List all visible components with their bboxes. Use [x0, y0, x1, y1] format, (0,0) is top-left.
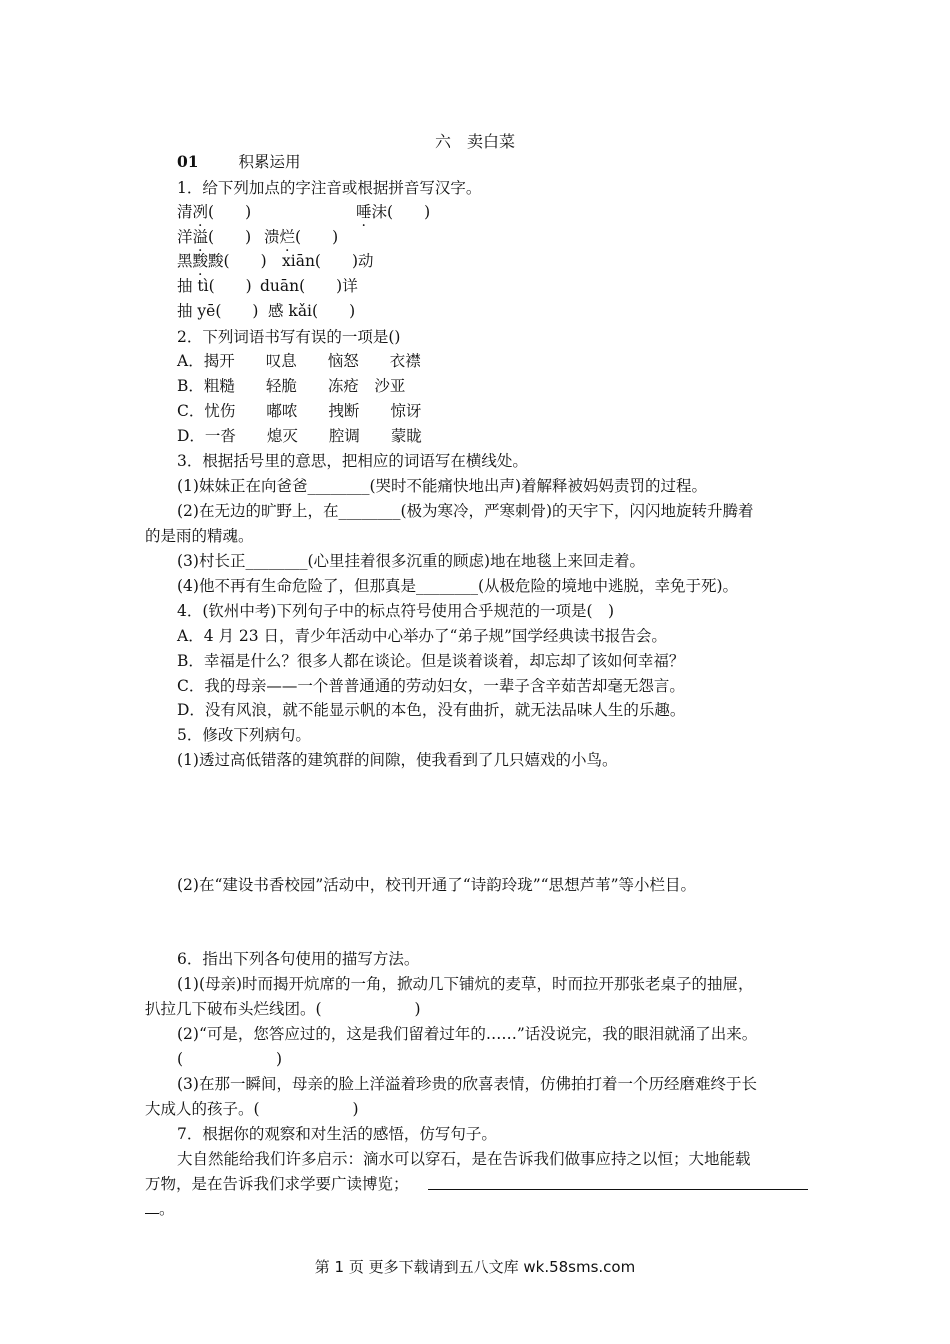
q2-option-b: B．粗糙 轻脆 冻疮 沙亚	[177, 377, 406, 395]
q3-sentence: (1)妹妹正在向爸爸________(哭时不能痛快地出声)着解释被妈妈责罚的过程。	[177, 477, 708, 495]
dotted-char: 黢	[192, 252, 209, 270]
q3-sentence: (4)他不再有生命危险了，但那真是________(从极危险的境地中逃脱，幸免于死)。	[177, 577, 739, 595]
q3-sentence-cont: 的是雨的精魂。	[145, 527, 254, 545]
q5-stem: 5．修改下列病句。	[177, 726, 311, 744]
q1-item: 溃烂( )	[264, 228, 339, 246]
q7-sentence: 大自然能给我们许多启示：滴水可以穿石，是在告诉我们做事应持之以恒；大地能载	[177, 1150, 751, 1168]
dotted-char: 冽	[192, 203, 209, 221]
dotted-char: 溢	[192, 228, 209, 246]
q6-sentence-cont: ( )	[177, 1050, 283, 1068]
q4-option-d: D．没有风浪，就不能显示帆的本色，没有曲折，就无法品味人生的乐趣。	[177, 701, 686, 719]
q6-sentence-cont: 大成人的孩子。( )	[145, 1100, 359, 1118]
q1-item: 清冽( )	[177, 203, 252, 221]
page-title: 六 卖白菜	[434, 132, 515, 151]
dotted-char: 烂	[279, 228, 296, 246]
q4-option-b: B．幸福是什么？很多人都在谈论。但是谈着谈着，却忘却了该如何幸福？	[177, 652, 685, 670]
answer-line[interactable]	[145, 1213, 159, 1214]
q3-stem: 3．根据括号里的意思，把相应的词语写在横线处。	[177, 452, 528, 470]
q7-stem: 7．根据你的观察和对生活的感悟，仿写句子。	[177, 1125, 497, 1143]
q2-option-a: A．揭开 叹息 恼怒 衣襟	[177, 352, 421, 370]
section-label: 积累运用	[238, 153, 301, 171]
q1-stem: 1．给下列加点的字注音或根据拼音写汉字。	[177, 179, 482, 197]
q6-sentence: (2)“可是，您答应过的，这是我们留着过年的……”话没说完，我的眼泪就涌了出来。	[177, 1025, 758, 1043]
q4-stem: 4．(钦州中考)下列句子中的标点符号使用合乎规范的一项是( )	[177, 602, 615, 620]
q3-sentence: (3)村长正________(心里挂着很多沉重的顾虑)地在地毯上来回走着。	[177, 552, 646, 570]
q1-item: 抽 yē( )	[177, 302, 259, 320]
q7-end-punct: 。	[159, 1200, 175, 1218]
page-footer: 第 1 页 更多下载请到五八文库 wk.58sms.com	[314, 1258, 636, 1276]
dotted-char: 唾	[356, 203, 372, 221]
q6-sentence: (3)在那一瞬间，母亲的脸上洋溢着珍贵的欣喜表情，仿佛拍打着一个历经磨难终于长	[177, 1075, 757, 1093]
q1-item: 抽 tì( )	[177, 277, 252, 295]
q1-item: 唾沫( )	[356, 203, 431, 221]
q6-stem: 6．指出下列各句使用的描写方法。	[177, 950, 420, 968]
q6-sentence-cont: 扒拉几下破布头烂线团。( )	[145, 1000, 421, 1018]
q2-option-d: D．一沓 熄灭 腔调 蒙眬	[177, 427, 422, 445]
q6-sentence: (1)(母亲)时而揭开炕席的一角，掀动几下铺炕的麦草，时而拉开那张老桌子的抽屉，	[177, 975, 754, 993]
section-heading	[177, 152, 300, 172]
q3-sentence: (2)在无边的旷野上，在________(极为寒冷，严寒刺骨)的天宇下，闪闪地旋转升腾着	[177, 502, 754, 520]
q5-sentence: (1)透过高低错落的建筑群的间隙，使我看到了几只嬉戏的小鸟。	[177, 751, 618, 769]
q2-option-c: C．忧伤 嘟哝 拽断 惊讶	[177, 402, 422, 420]
q7-sentence-cont: 万物，是在告诉我们求学要广读博览；	[145, 1175, 409, 1193]
section-number: 01	[177, 152, 199, 171]
q4-option-c: C．我的母亲——一个普普通通的劳动妇女，一辈子含辛茹苦却毫无怨言。	[177, 677, 685, 695]
answer-line[interactable]	[428, 1189, 808, 1190]
q1-item: duān( )详	[260, 277, 358, 295]
q4-option-a: A．4 月 23 日，青少年活动中心举办了“弟子规”国学经典读书报告会。	[177, 627, 667, 645]
q1-item: 黑黢黢( )	[177, 252, 267, 270]
q1-item: xiān( )动	[282, 252, 374, 270]
q2-stem: 2．下列词语书写有误的一项是()	[177, 328, 401, 346]
q1-item: 洋溢( )	[177, 228, 252, 246]
q1-item: 感 kǎi( )	[268, 302, 356, 320]
q5-sentence: (2)在“建设书香校园”活动中，校刊开通了“诗韵玲珑”“思想芦苇”等小栏目。	[177, 876, 697, 894]
